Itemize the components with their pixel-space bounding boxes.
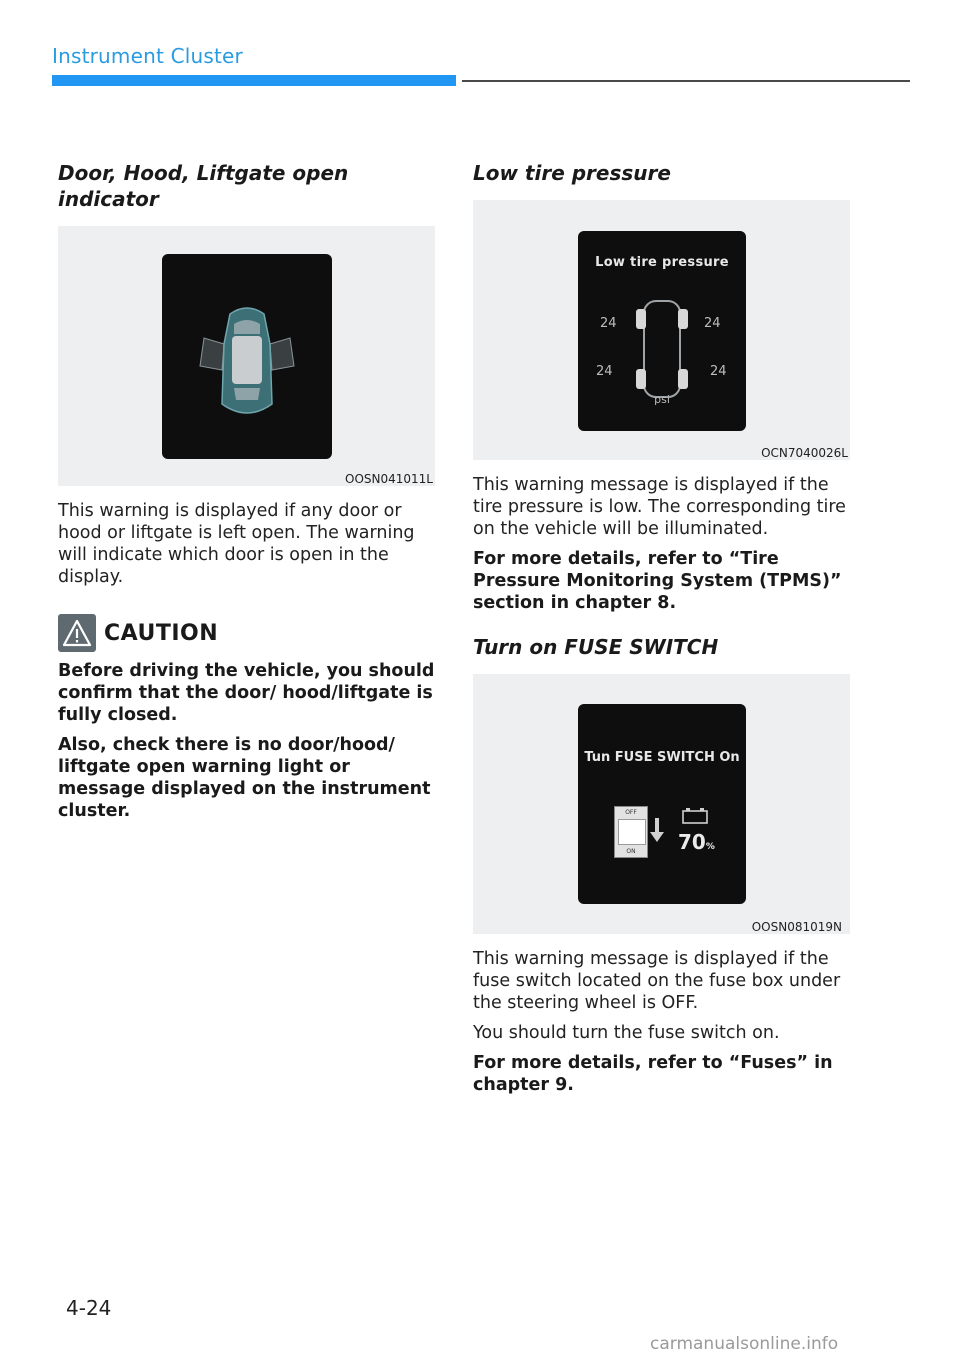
caution-text-1: Before driving the vehicle, you should confirm that the door/ hood/liftgate is fully closed. <box>58 661 435 725</box>
door-indicator-description: This warning is displayed if any door or hood or liftgate is left open. The warning will indicate which door is open in the display. <box>58 501 415 587</box>
low-tire-reference: For more details, refer to “Tire Pressure Monitoring System (TPMS)” section in chapter 8. <box>473 549 842 613</box>
left-column <box>58 160 435 830</box>
pressure-unit: psi <box>654 393 670 406</box>
figure-code: OOSN081019N <box>751 920 842 934</box>
tpms-screen <box>578 231 746 431</box>
low-tire-description: This warning message is displayed if the tire pressure is low. The corresponding tire on the vehicle will be illuminated. <box>473 475 846 539</box>
tire-pressure-rear-right: 24 <box>710 364 727 379</box>
caution-box-header <box>58 614 435 652</box>
door-indicator-figure <box>58 226 435 486</box>
tire-layout-icon <box>632 295 692 407</box>
battery-level: 70% <box>678 830 715 854</box>
caution-text-2: Also, check there is no door/hood/ liftgate open warning light or message displayed on the instrument cluster. <box>58 735 431 821</box>
fuse-screen-title: Tun FUSE SWITCH On <box>584 750 740 765</box>
cluster-screen <box>162 254 332 459</box>
section-header-title: Instrument Cluster <box>52 44 243 68</box>
low-tire-heading: Low tire pressure <box>473 161 671 185</box>
low-tire-figure <box>473 200 850 460</box>
fuse-screen <box>578 704 746 904</box>
caution-title: CAUTION <box>104 620 219 646</box>
battery-icon <box>682 808 708 824</box>
fuse-switch-figure <box>473 674 850 934</box>
car-doors-open-icon <box>162 254 332 459</box>
right-column <box>473 160 850 1104</box>
tpms-screen-title: Low tire pressure <box>595 255 729 270</box>
switch-on-label: ON <box>626 848 636 855</box>
figure-code: OOSN041011L <box>345 472 433 486</box>
header-rule <box>462 80 910 82</box>
header-accent-bar <box>52 75 456 86</box>
fuse-switch-description: This warning message is displayed if the fuse switch located on the fuse box under the steering wheel is OFF. <box>473 949 841 1013</box>
tire-pressure-front-right: 24 <box>704 316 721 331</box>
page-number: 4-24 <box>66 1296 112 1320</box>
figure-code: OCN7040026L <box>761 446 848 460</box>
fuse-switch-instruction: You should turn the fuse switch on. <box>473 1023 780 1043</box>
fuse-switch-graphic <box>614 806 648 858</box>
door-indicator-heading: Door, Hood, Liftgate open indicator <box>58 161 349 211</box>
warning-triangle-icon <box>58 614 96 652</box>
fuse-switch-reference: For more details, refer to “Fuses” in chapter 9. <box>473 1053 833 1095</box>
fuse-switch-heading: Turn on FUSE SWITCH <box>473 635 719 659</box>
switch-off-label: OFF <box>625 809 637 816</box>
tire-pressure-rear-left: 24 <box>596 364 613 379</box>
tire-pressure-front-left: 24 <box>600 316 617 331</box>
watermark: carmanualsonline.info <box>650 1334 839 1354</box>
arrow-down-icon <box>650 818 664 844</box>
